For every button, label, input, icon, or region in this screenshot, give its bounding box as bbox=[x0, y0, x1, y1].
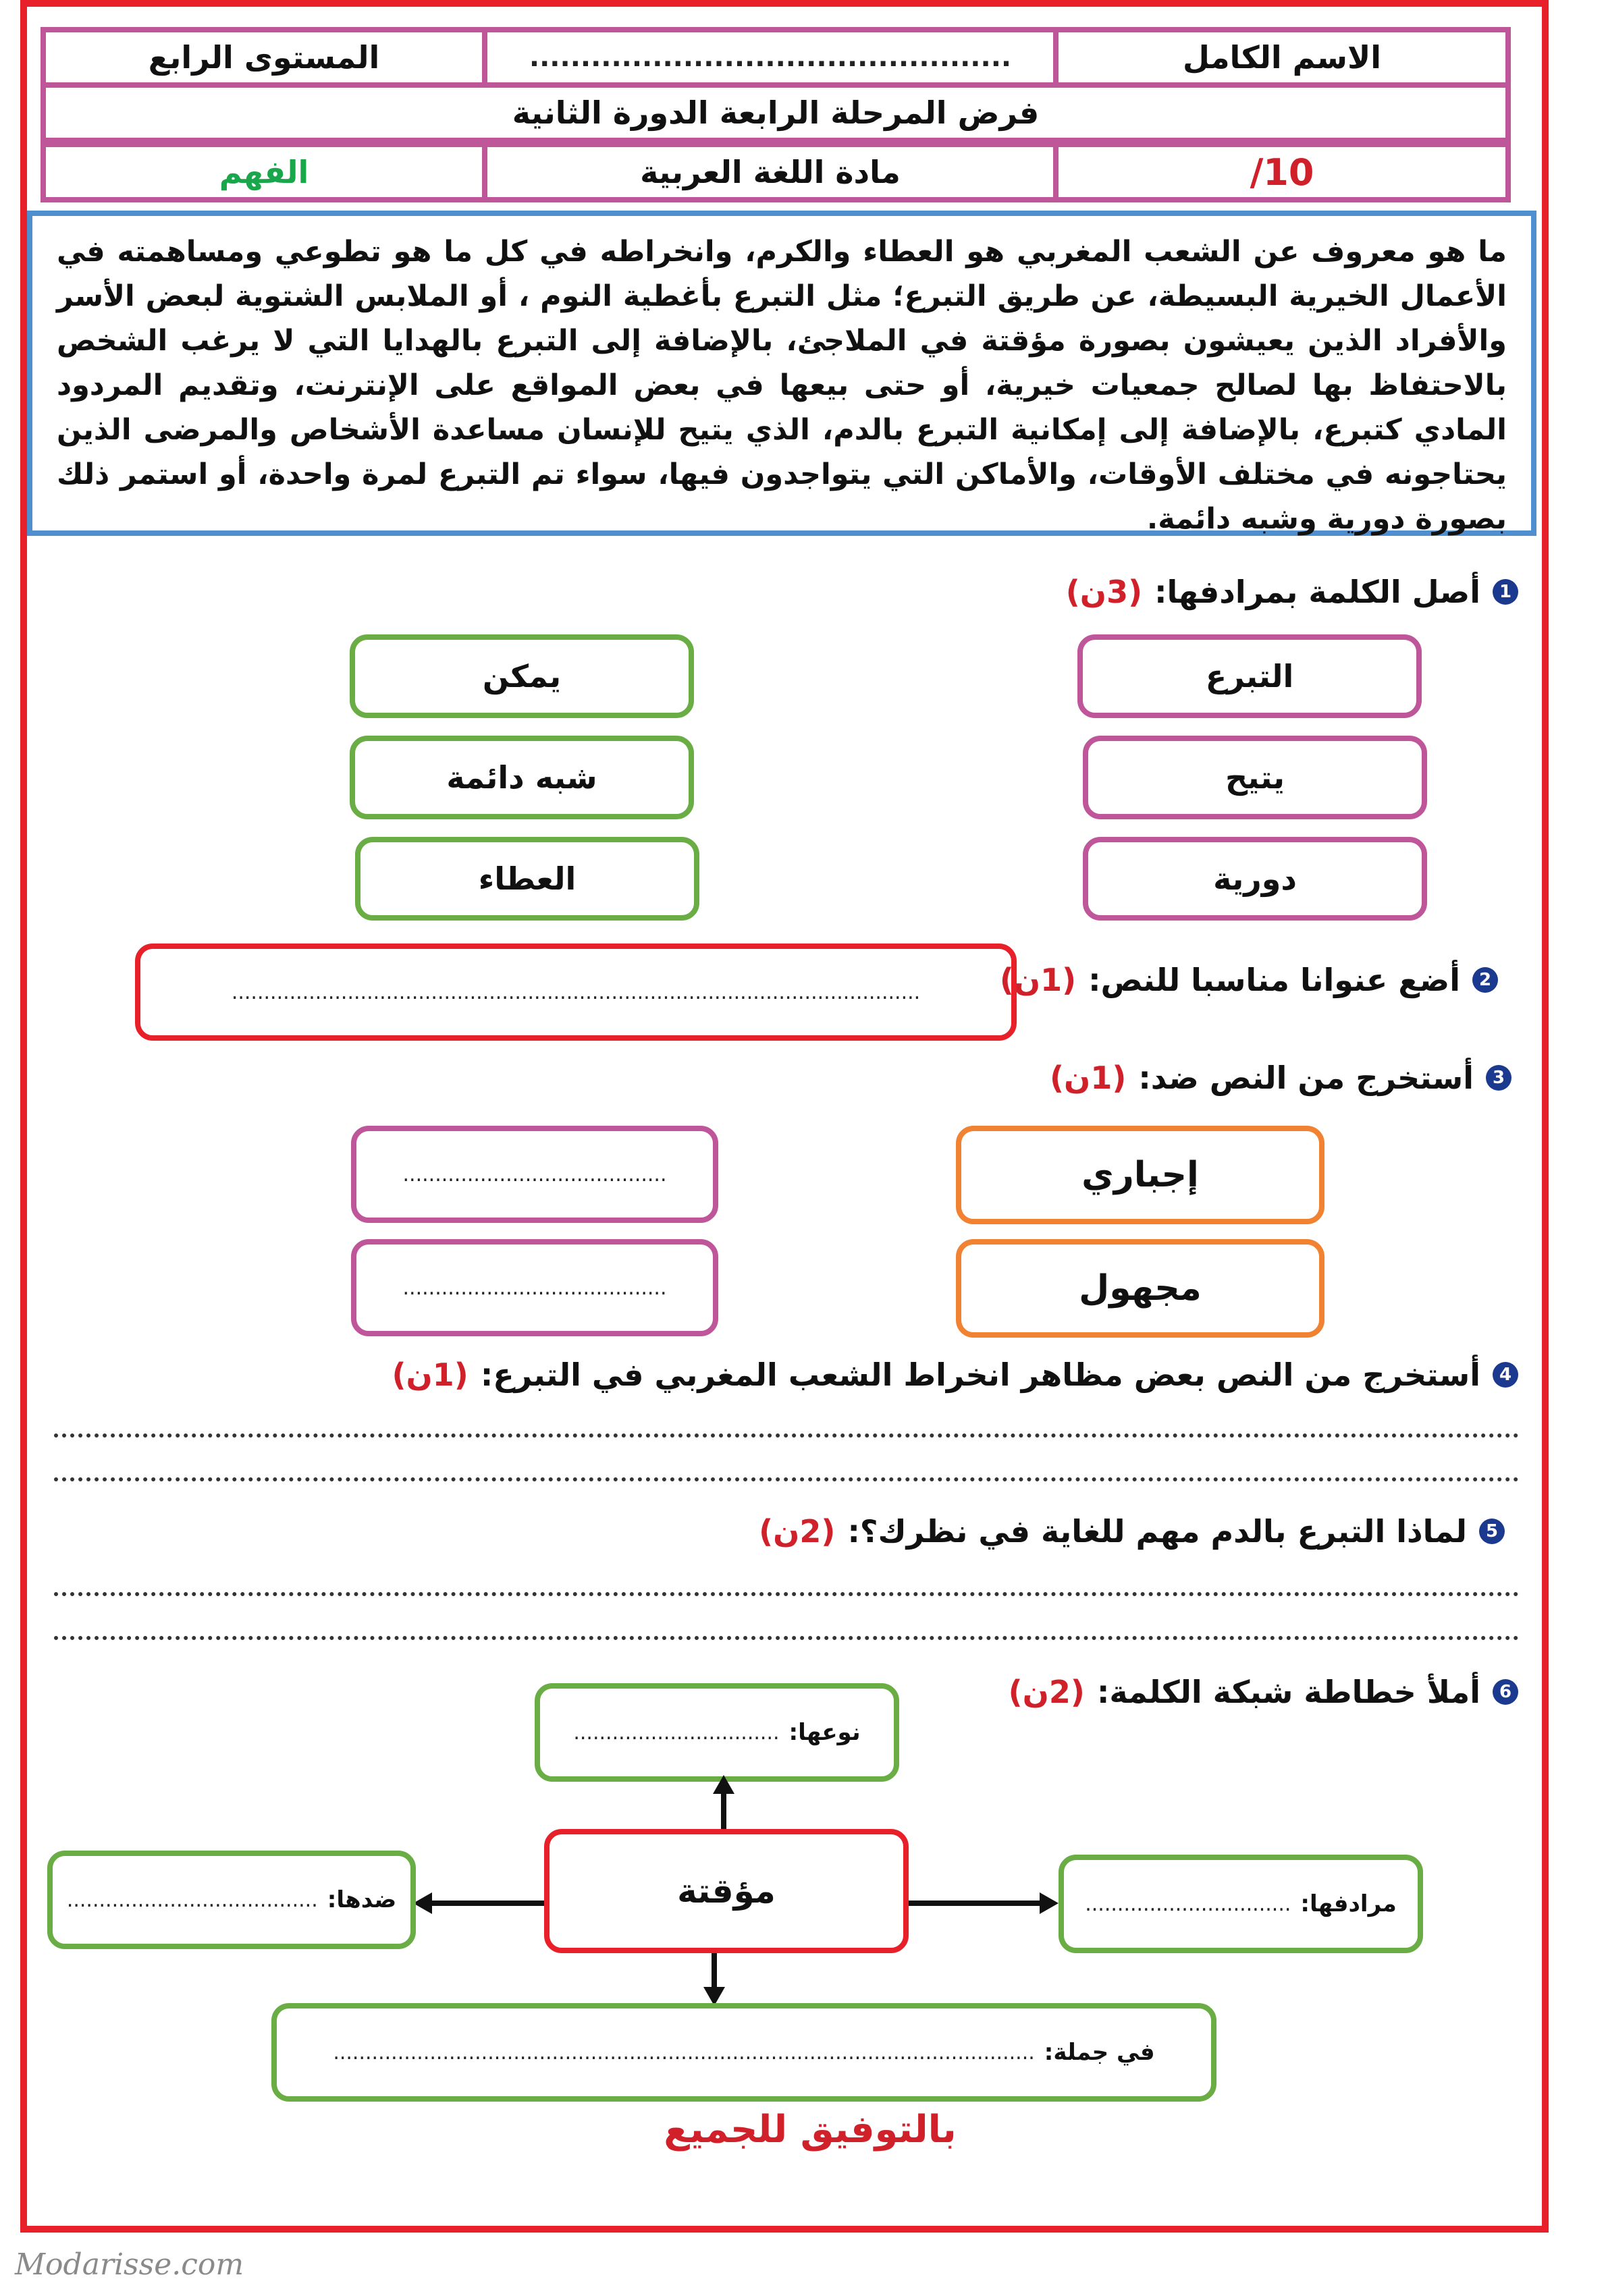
arrow-left-head bbox=[413, 1892, 432, 1914]
question-points: (1ن) bbox=[392, 1357, 469, 1393]
name-field[interactable]: ............................................... bbox=[529, 42, 1012, 73]
arrow-up bbox=[721, 1792, 726, 1830]
score-field: /10 bbox=[1250, 151, 1314, 194]
question-number-badge: 3 bbox=[1486, 1065, 1511, 1091]
match-word-left-1[interactable]: يمكن bbox=[350, 634, 694, 718]
question-number-badge: 5 bbox=[1479, 1519, 1505, 1544]
arrow-left bbox=[432, 1901, 544, 1906]
answer-blank[interactable]: ......................................... bbox=[402, 1276, 667, 1300]
arrow-up-head bbox=[713, 1775, 734, 1794]
antonym-word-2: مجهول bbox=[956, 1239, 1324, 1338]
antonym-answer-1[interactable] bbox=[351, 1126, 718, 1223]
question-points: (2ن) bbox=[1008, 1674, 1085, 1710]
subject-label: مادة اللغة العربية bbox=[640, 154, 901, 190]
match-word-left-2[interactable]: شبه دائمة bbox=[350, 736, 694, 819]
question-text: لماذا التبرع بالدم مهم للغاية في نظرك؟: bbox=[847, 1513, 1467, 1550]
question-text: أملأ خطاطة شبكة الكلمة: bbox=[1096, 1674, 1480, 1710]
exam-title: فرض المرحلة الرابعة الدورة الثانية bbox=[512, 94, 1040, 131]
antonym-box[interactable] bbox=[47, 1851, 416, 1949]
question-text: أصل الكلمة بمرادفها: bbox=[1154, 574, 1480, 610]
word-type-blank[interactable]: ................................ bbox=[573, 1720, 780, 1745]
name-label: الاسم الكامل bbox=[1183, 39, 1381, 76]
question-points: (3ن) bbox=[1065, 574, 1143, 610]
match-word-right-2[interactable]: يتيح bbox=[1083, 736, 1427, 819]
match-word-right-1[interactable]: التبرع bbox=[1077, 634, 1422, 718]
sentence-blank[interactable]: ............................................................................................................. bbox=[333, 2040, 1035, 2065]
closing-message: بالتوفيق للجميع bbox=[664, 2107, 957, 2152]
antonym-blank[interactable]: ....................................... bbox=[66, 1888, 318, 1912]
arrow-right bbox=[909, 1901, 1048, 1906]
antonym-answer-2[interactable] bbox=[351, 1239, 718, 1336]
synonym-box[interactable] bbox=[1059, 1855, 1423, 1953]
question-5 bbox=[759, 1513, 1505, 1550]
answer-line[interactable] bbox=[54, 1613, 1519, 1640]
synonym-blank[interactable]: ................................ bbox=[1085, 1892, 1291, 1916]
question-number-badge: 6 bbox=[1493, 1679, 1518, 1705]
answer-blank[interactable]: ........................................................................................................... bbox=[231, 980, 921, 1004]
level-label: المستوى الرابع bbox=[148, 39, 380, 76]
answer-blank[interactable]: ......................................... bbox=[402, 1162, 667, 1186]
arrow-down bbox=[712, 1953, 717, 1990]
word-type-label: نوعها: bbox=[788, 1719, 861, 1746]
watermark: Modarisse.com bbox=[15, 2247, 244, 2282]
question-3 bbox=[1050, 1060, 1511, 1096]
question-number-badge: 1 bbox=[1493, 579, 1518, 605]
header-row-2 bbox=[41, 82, 1511, 143]
center-word-box: مؤقتة bbox=[544, 1829, 909, 1953]
synonym-label: مرادفها: bbox=[1300, 1890, 1397, 1917]
match-word-left-3[interactable]: العطاء bbox=[355, 837, 699, 921]
question-points: (1ن) bbox=[999, 962, 1077, 998]
answer-line[interactable] bbox=[54, 1569, 1519, 1596]
question-text: أضع عنوانا مناسبا للنص: bbox=[1088, 962, 1460, 998]
question-points: (1ن) bbox=[1050, 1060, 1127, 1096]
match-word-right-3[interactable]: دورية bbox=[1083, 837, 1427, 921]
question-points: (2ن) bbox=[759, 1513, 836, 1550]
header-row-1 bbox=[41, 27, 1511, 88]
question-number-badge: 2 bbox=[1472, 967, 1498, 993]
word-type-box[interactable] bbox=[535, 1683, 899, 1782]
sentence-label: في جملة: bbox=[1044, 2039, 1155, 2066]
question-6 bbox=[1009, 1674, 1518, 1710]
question-2 bbox=[1000, 962, 1498, 998]
question-number-badge: 4 bbox=[1493, 1362, 1518, 1388]
antonym-word-1: إجباري bbox=[956, 1126, 1324, 1224]
antonym-label: ضدها: bbox=[327, 1886, 397, 1913]
question-text: أستخرج من النص ضد: bbox=[1138, 1060, 1474, 1096]
title-answer-box[interactable] bbox=[135, 944, 1017, 1041]
answer-line[interactable] bbox=[54, 1454, 1519, 1481]
question-1 bbox=[1066, 574, 1518, 610]
component-label: الفهم bbox=[219, 154, 309, 190]
arrow-right-head bbox=[1040, 1892, 1059, 1914]
question-text: أستخرج من النص بعض مظاهر انخراط الشعب المغربي في التبرع: bbox=[480, 1357, 1480, 1393]
reading-passage: ما هو معروف عن الشعب المغربي هو العطاء والكرم، وانخراطه في كل ما هو تطوعي ومساهمته في الأعمال الخيرية البسيطة، عن طريق التبرع؛ مثل التبرع بأغطية النوم ، أو الملابس الشتوية لبعض الأسر والأفراد الذين يعيشون بصورة مؤقتة في الملاجئ، بالإضافة إلى التبرع بالهدايا التي لا يرغب الشخص بالاحتفاظ بها لصالح جمعيات خيرية، أو حتى بيعها في بعض المواقع على الإنترنت، وتقديم المردود المادي كتبرع، بالإضافة إلى إمكانية التبرع بالدم، الذي يتيح للإنسان مساعدة الأشخاص والمرضى الذين يحتاجونه في مختلف الأوقات، والأماكن التي يتواجدون فيها، سواء تم التبرع لمرة واحدة، أو استمر ذلك بصورة دورية وشبه دائمة. bbox=[27, 211, 1536, 536]
answer-line[interactable] bbox=[54, 1411, 1519, 1438]
sentence-box[interactable] bbox=[271, 2003, 1216, 2102]
question-4 bbox=[392, 1357, 1518, 1393]
header-row-3 bbox=[41, 142, 1511, 202]
